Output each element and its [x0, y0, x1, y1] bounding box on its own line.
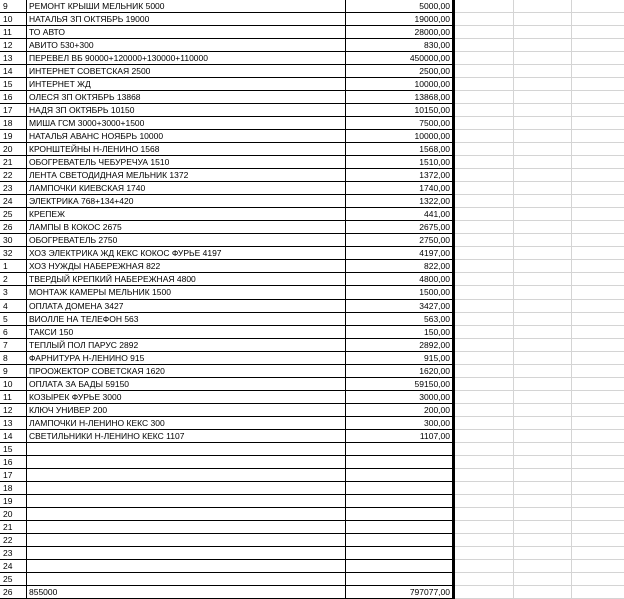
description-cell[interactable]: ПРООЖЕКТОР СОВЕТСКАЯ 1620	[29, 365, 165, 376]
description-cell[interactable]: ВИОЛЛЕ НА ТЕЛЕФОН 563	[29, 313, 139, 324]
description-cell[interactable]: КРЕПЕЖ	[29, 209, 65, 220]
row-number-cell[interactable]: 17	[3, 105, 13, 116]
row-number-cell[interactable]: 1	[3, 261, 8, 272]
description-cell[interactable]: ЛЕНТА СВЕТОДИДНАЯ МЕЛЬНИК 1372	[29, 170, 189, 181]
amount-cell[interactable]: 1107,00	[419, 430, 450, 441]
description-cell[interactable]: ТЕПЛЫЙ ПОЛ ПАРУС 2892	[29, 339, 139, 350]
amount-cell[interactable]: 1620,00	[419, 365, 450, 376]
amount-cell[interactable]: 2675,00	[419, 222, 450, 233]
row-number-cell[interactable]: 11	[3, 27, 12, 38]
description-cell[interactable]: МИША ГСМ 3000+3000+1500	[29, 118, 145, 129]
amount-cell[interactable]: 200,00	[424, 404, 450, 415]
row-number-cell[interactable]: 30	[3, 235, 13, 246]
description-cell[interactable]: ЛАМПОЧКИ Н-ЛЕНИНО КЕКС 300	[29, 417, 165, 428]
row-number-cell[interactable]: 24	[3, 196, 13, 207]
description-cell[interactable]: МОНТАЖ КАМЕРЫ МЕЛЬНИК 1500	[29, 287, 171, 298]
description-cell[interactable]: ТО АВТО	[29, 27, 65, 38]
amount-cell[interactable]: 59150,00	[414, 378, 450, 389]
description-cell[interactable]: ОЛЕСЯ ЗП ОКТЯБРЬ 13868	[29, 92, 141, 103]
amount-cell[interactable]: 10150,00	[414, 105, 450, 116]
amount-cell[interactable]: 1372,00	[419, 170, 450, 181]
row-number-cell[interactable]: 22	[3, 534, 13, 545]
amount-cell[interactable]: 5000,00	[419, 1, 450, 11]
amount-cell[interactable]: 10000,00	[414, 131, 450, 142]
row-number-cell[interactable]: 20	[3, 144, 13, 155]
row-number-cell[interactable]: 26	[3, 586, 13, 597]
row-number-cell[interactable]: 20	[3, 508, 13, 519]
description-cell[interactable]: ИНТЕРНЕТ СОВЕТСКАЯ 2500	[29, 66, 151, 77]
amount-cell[interactable]: 10000,00	[414, 79, 450, 90]
amount-cell[interactable]: 563,00	[424, 313, 450, 324]
amount-cell[interactable]: 1510,00	[419, 157, 450, 168]
row-number-cell[interactable]: 2	[3, 274, 8, 285]
row-number-cell[interactable]: 23	[3, 183, 13, 194]
amount-cell[interactable]: 2892,00	[419, 339, 450, 350]
row-number-cell[interactable]: 21	[3, 157, 13, 168]
row-number-cell[interactable]: 10	[3, 378, 13, 389]
amount-cell[interactable]: 3000,00	[419, 391, 450, 402]
amount-cell[interactable]: 150,00	[424, 326, 450, 337]
row-number-cell[interactable]: 14	[3, 430, 13, 441]
row-number-cell[interactable]: 9	[3, 365, 8, 376]
column-divider-thick	[452, 0, 455, 599]
column-divider-light	[571, 0, 572, 599]
row-number-cell[interactable]: 8	[3, 352, 8, 363]
amount-cell[interactable]: 1322,00	[419, 196, 450, 207]
amount-cell[interactable]: 4197,00	[419, 248, 450, 259]
description-cell[interactable]: РЕМОНТ КРЫШИ МЕЛЬНИК 5000	[29, 1, 165, 11]
amount-cell[interactable]: 1500,00	[419, 287, 450, 298]
description-cell[interactable]: ОПЛАТА ЗА БАДЫ 59150	[29, 378, 130, 389]
row-number-cell[interactable]: 9	[3, 1, 8, 11]
description-cell[interactable]: ХОЗ ЭЛЕКТРИКА ЖД КЕКС КОКОС ФУРЬЕ 4197	[29, 248, 222, 259]
row-number-cell[interactable]: 23	[3, 547, 13, 558]
row-number-cell[interactable]: 12	[3, 404, 13, 415]
row-number-cell[interactable]: 4	[3, 300, 8, 311]
amount-cell[interactable]: 7500,00	[419, 118, 450, 129]
description-cell[interactable]: НАТАЛЬЯ ЗП ОКТЯБРЬ 19000	[29, 14, 150, 25]
column-divider-light	[513, 0, 514, 599]
description-cell[interactable]: ТВЕРДЫЙ КРЕПКИЙ НАБЕРЕЖНАЯ 4800	[29, 274, 196, 285]
column-divider	[26, 0, 27, 599]
row-number-cell[interactable]: 14	[3, 66, 13, 77]
amount-cell[interactable]: 13868,00	[414, 92, 450, 103]
description-cell[interactable]: НАТАЛЬЯ АВАНС НОЯБРЬ 10000	[29, 131, 164, 142]
amount-cell[interactable]: 441,00	[424, 209, 450, 220]
amount-cell[interactable]: 3427,00	[419, 300, 450, 311]
description-cell[interactable]: ОБОГРЕВАТЕЛЬ ЧЕБУРЕЧУА 1510	[29, 157, 170, 168]
row-number-cell[interactable]: 25	[3, 209, 13, 220]
description-cell[interactable]: ТАКСИ 150	[29, 326, 74, 337]
row-number-cell[interactable]: 18	[3, 118, 13, 129]
description-cell[interactable]: ЛАМПЫ В КОКОС 2675	[29, 222, 122, 233]
description-cell[interactable]: ФАРНИТУРА Н-ЛЕНИНО 915	[29, 352, 145, 363]
amount-cell[interactable]: 2500,00	[419, 66, 450, 77]
row-number-cell[interactable]: 13	[3, 417, 13, 428]
amount-cell[interactable]: 300,00	[424, 417, 450, 428]
amount-cell[interactable]: 450000,00	[409, 53, 450, 64]
description-cell[interactable]: ОБОГРЕВАТЕЛЬ 2750	[29, 235, 118, 246]
row-number-cell[interactable]: 15	[3, 79, 13, 90]
row-number-cell[interactable]: 24	[3, 560, 13, 571]
amount-cell[interactable]: 1740,00	[419, 183, 450, 194]
amount-cell[interactable]: 822,00	[424, 261, 450, 272]
row-number-cell[interactable]: 6	[3, 326, 8, 337]
description-cell[interactable]: НАДЯ ЗП ОКТЯБРЬ 10150	[29, 105, 135, 116]
row-number-cell[interactable]: 3	[3, 287, 8, 298]
row-number-cell[interactable]: 19	[3, 495, 13, 506]
amount-cell[interactable]: 1568,00	[419, 144, 450, 155]
row-number-cell[interactable]: 12	[3, 40, 13, 51]
description-cell[interactable]: ХОЗ НУЖДЫ НАБЕРЕЖНАЯ 822	[29, 261, 161, 272]
description-cell[interactable]: ИНТЕРНЕТ ЖД	[29, 79, 91, 90]
row-number-cell[interactable]: 19	[3, 131, 13, 142]
amount-cell[interactable]: 2750,00	[419, 235, 450, 246]
amount-cell[interactable]: 830,00	[424, 40, 450, 51]
row-number-cell[interactable]: 21	[3, 521, 13, 532]
description-cell[interactable]: СВЕТИЛЬНИКИ Н-ЛЕНИНО КЕКС 1107	[29, 430, 185, 441]
row-number-cell[interactable]: 17	[3, 469, 13, 480]
description-cell[interactable]: ОПЛАТА ДОМЕНА 3427	[29, 300, 124, 311]
row-number-cell[interactable]: 26	[3, 222, 13, 233]
amount-cell[interactable]: 19000,00	[414, 14, 450, 25]
amount-cell[interactable]: 915,00	[424, 352, 450, 363]
amount-cell[interactable]: 4800,00	[419, 274, 450, 285]
amount-cell[interactable]: 28000,00	[414, 27, 450, 38]
row-number-cell[interactable]: 16	[3, 456, 13, 467]
description-cell[interactable]: ЭЛЕКТРИКА 768+134+420	[29, 196, 134, 207]
description-cell[interactable]: КЛЮЧ УНИВЕР 200	[29, 404, 108, 415]
row-number-cell[interactable]: 18	[3, 482, 13, 493]
row-number-cell[interactable]: 5	[3, 313, 8, 324]
row-number-cell[interactable]: 13	[3, 53, 13, 64]
description-cell[interactable]: КОЗЫРЕК ФУРЬЕ 3000	[29, 391, 122, 402]
row-number-cell[interactable]: 25	[3, 573, 13, 584]
row-number-cell[interactable]: 15	[3, 443, 13, 454]
description-cell[interactable]: 855000	[29, 586, 58, 597]
row-number-cell[interactable]: 7	[3, 339, 8, 350]
description-cell[interactable]: КРОНШТЕЙНЫ Н-ЛЕНИНО 1568	[29, 144, 160, 155]
description-cell[interactable]: ПЕРЕВЕЛ ВБ 90000+120000+130000+110000	[29, 53, 208, 64]
row-number-cell[interactable]: 22	[3, 170, 13, 181]
row-number-cell[interactable]: 10	[3, 14, 13, 25]
row-number-cell[interactable]: 11	[3, 391, 12, 402]
row-number-cell[interactable]: 32	[3, 248, 13, 259]
row-number-cell[interactable]: 16	[3, 92, 13, 103]
amount-cell[interactable]: 797077,00	[409, 586, 450, 597]
description-cell[interactable]: АВИТО 530+300	[29, 40, 94, 51]
description-cell[interactable]: ЛАМПОЧКИ КИЕВСКАЯ 1740	[29, 183, 146, 194]
column-divider	[345, 0, 346, 599]
